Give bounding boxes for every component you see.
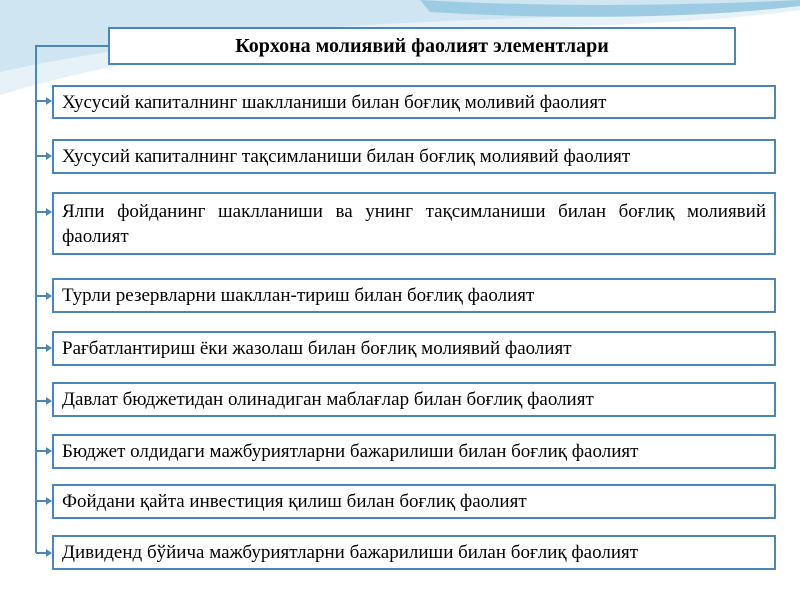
- element-box-9: [52, 535, 776, 570]
- element-box-4: [52, 278, 776, 313]
- element-text-2: Хусусий капиталнинг тақсимланиши билан боғлиқ молиявий фаолият: [62, 146, 631, 167]
- connector-spine: [35, 45, 37, 553]
- element-text-4: Турли резервларни шакллан-тириш билан боғлиқ фаолият: [62, 285, 535, 306]
- element-text-7: Бюджет олдидаги мажбуриятларни бажарилиши билан боғлиқ фаолият: [62, 441, 639, 462]
- element-text-8: Фойдани қайта инвестиция қилиш билан боғлиқ фаолият: [62, 491, 527, 512]
- element-box-5: [52, 331, 776, 366]
- diagram-title-text: Корхона молиявий фаолият элементлари: [235, 34, 609, 57]
- element-box-3: [52, 192, 776, 255]
- element-text-6: Давлат бюджетидан олинадиган маблағлар билан боғлиқ фаолият: [62, 389, 594, 410]
- element-box-7: [52, 434, 776, 469]
- element-box-6: [52, 382, 776, 417]
- element-text-1: Хусусий капиталнинг шаклланиши билан боғлиқ моливий фаолият: [62, 91, 607, 113]
- connector-top-line: [35, 45, 108, 47]
- element-text-9: Дивиденд бўйича мажбуриятларни бажарилиши билан боғлиқ фаолият: [62, 542, 639, 563]
- element-box-1: [52, 85, 776, 119]
- element-text-5: Рағбатлантириш ёки жазолаш билан боғлиқ молиявий фаолият: [62, 338, 572, 359]
- element-box-8: [52, 484, 776, 519]
- element-text-3: Ялпи фойданинг шаклланиши ва унинг тақсимланиши билан боғлиқ молиявий фаолият: [62, 200, 766, 247]
- diagram-title: [108, 27, 736, 65]
- element-box-2: [52, 139, 776, 174]
